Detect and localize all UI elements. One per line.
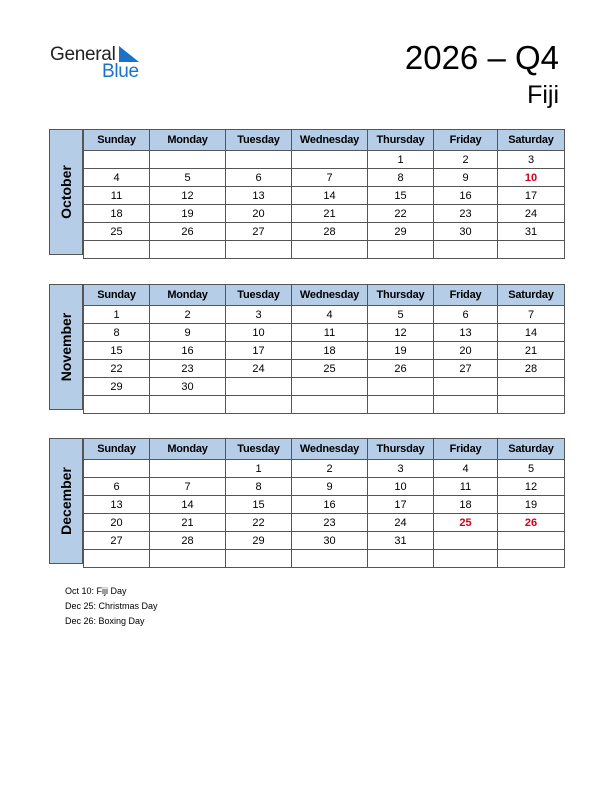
week-row: [84, 205, 565, 223]
day-cell: [434, 396, 498, 414]
day-cell: 19: [368, 342, 434, 360]
day-cell: 1: [84, 306, 150, 324]
day-cell: 20: [434, 342, 498, 360]
day-cell: 3: [368, 460, 434, 478]
day-cell: 5: [368, 306, 434, 324]
weekday-header: Saturday: [498, 439, 565, 460]
day-cell: 26: [368, 360, 434, 378]
day-cell: 11: [434, 478, 498, 496]
day-cell: 22: [368, 205, 434, 223]
week-row: [84, 151, 565, 169]
day-cell: 13: [434, 324, 498, 342]
holiday-notes: [65, 584, 158, 629]
weekday-header: Monday: [150, 130, 226, 151]
day-cell: 2: [434, 151, 498, 169]
calendar-table: [83, 284, 565, 414]
day-cell: 27: [84, 532, 150, 550]
day-cell: [498, 378, 565, 396]
day-cell: 4: [84, 169, 150, 187]
day-cell: [292, 241, 368, 259]
day-cell: 6: [226, 169, 292, 187]
day-cell: 1: [368, 151, 434, 169]
day-cell: 29: [84, 378, 150, 396]
day-cell: 4: [292, 306, 368, 324]
day-cell: [226, 550, 292, 568]
day-cell: 8: [226, 478, 292, 496]
calendar-table: [83, 438, 565, 568]
day-cell: 11: [292, 324, 368, 342]
week-row: [84, 241, 565, 259]
day-cell: 12: [368, 324, 434, 342]
weekday-header: Saturday: [498, 130, 565, 151]
month-label: [49, 284, 83, 410]
weekday-header: Thursday: [368, 285, 434, 306]
weekday-header: Sunday: [84, 130, 150, 151]
day-cell: 15: [226, 496, 292, 514]
day-cell: [292, 396, 368, 414]
month-block-october: [49, 129, 564, 255]
day-cell: 19: [150, 205, 226, 223]
day-cell: 10: [226, 324, 292, 342]
day-cell: 7: [498, 306, 565, 324]
holiday-note: Dec 26: Boxing Day: [65, 616, 145, 626]
day-cell: 12: [498, 478, 565, 496]
day-cell: 14: [150, 496, 226, 514]
day-cell: [150, 241, 226, 259]
week-row: [84, 342, 565, 360]
week-row: [84, 360, 565, 378]
day-cell: 29: [368, 223, 434, 241]
day-cell: [498, 396, 565, 414]
day-cell: 11: [84, 187, 150, 205]
day-cell: 16: [150, 342, 226, 360]
day-cell: 14: [498, 324, 565, 342]
week-row: [84, 550, 565, 568]
day-cell: 21: [150, 514, 226, 532]
day-cell: 26: [150, 223, 226, 241]
day-cell: [226, 241, 292, 259]
day-cell: 31: [368, 532, 434, 550]
weekday-header: Sunday: [84, 285, 150, 306]
day-cell: [84, 460, 150, 478]
generalblue-logo: [50, 44, 150, 84]
week-row: [84, 378, 565, 396]
day-cell: 21: [498, 342, 565, 360]
day-cell: 23: [434, 205, 498, 223]
day-cell: [292, 378, 368, 396]
weekday-header: Monday: [150, 285, 226, 306]
day-cell: 13: [226, 187, 292, 205]
week-row: [84, 223, 565, 241]
day-cell: 13: [84, 496, 150, 514]
day-cell: 18: [84, 205, 150, 223]
day-cell: [84, 550, 150, 568]
day-cell: 21: [292, 205, 368, 223]
weekday-header: Monday: [150, 439, 226, 460]
day-cell: 18: [292, 342, 368, 360]
holiday-note: Dec 25: Christmas Day: [65, 601, 158, 611]
day-cell: [368, 396, 434, 414]
day-cell: 10: [498, 169, 565, 187]
logo-general-text: General: [50, 44, 116, 65]
day-cell: 24: [368, 514, 434, 532]
day-cell: 10: [368, 478, 434, 496]
day-cell: 17: [498, 187, 565, 205]
day-cell: 28: [292, 223, 368, 241]
day-cell: 15: [84, 342, 150, 360]
day-cell: 25: [84, 223, 150, 241]
day-cell: [498, 241, 565, 259]
day-cell: 9: [434, 169, 498, 187]
day-cell: 31: [498, 223, 565, 241]
day-cell: 6: [434, 306, 498, 324]
weekday-header: Saturday: [498, 285, 565, 306]
day-cell: 12: [150, 187, 226, 205]
weekday-header: Thursday: [368, 439, 434, 460]
day-cell: [498, 550, 565, 568]
week-row: [84, 496, 565, 514]
day-cell: 25: [292, 360, 368, 378]
day-cell: 20: [226, 205, 292, 223]
weekday-header: Tuesday: [226, 439, 292, 460]
weekday-header: Wednesday: [292, 439, 368, 460]
day-cell: 1: [226, 460, 292, 478]
day-cell: [368, 241, 434, 259]
weekday-header: Friday: [434, 285, 498, 306]
week-row: [84, 169, 565, 187]
day-cell: 27: [226, 223, 292, 241]
weekday-header-row: [84, 439, 565, 460]
weekday-header-row: [84, 285, 565, 306]
day-cell: 30: [292, 532, 368, 550]
week-row: [84, 324, 565, 342]
month-block-november: [49, 284, 564, 410]
month-name: October: [58, 165, 74, 219]
day-cell: 16: [292, 496, 368, 514]
day-cell: 14: [292, 187, 368, 205]
month-block-december: [49, 438, 564, 564]
day-cell: 20: [84, 514, 150, 532]
day-cell: [150, 550, 226, 568]
weekday-header: Tuesday: [226, 130, 292, 151]
weekday-header: Sunday: [84, 439, 150, 460]
day-cell: [150, 460, 226, 478]
week-row: [84, 396, 565, 414]
month-label: [49, 438, 83, 564]
day-cell: 30: [150, 378, 226, 396]
day-cell: 22: [226, 514, 292, 532]
day-cell: 4: [434, 460, 498, 478]
week-row: [84, 187, 565, 205]
day-cell: [84, 151, 150, 169]
day-cell: [498, 532, 565, 550]
day-cell: 5: [150, 169, 226, 187]
week-row: [84, 460, 565, 478]
day-cell: 6: [84, 478, 150, 496]
day-cell: [150, 151, 226, 169]
calendar-table: [83, 129, 565, 259]
day-cell: 27: [434, 360, 498, 378]
week-row: [84, 478, 565, 496]
day-cell: [150, 396, 226, 414]
day-cell: 24: [498, 205, 565, 223]
day-cell: [368, 550, 434, 568]
weekday-header-row: [84, 130, 565, 151]
week-row: [84, 532, 565, 550]
day-cell: [226, 396, 292, 414]
country-subtitle: Fiji: [527, 81, 559, 109]
day-cell: 8: [368, 169, 434, 187]
weekday-header: Wednesday: [292, 130, 368, 151]
day-cell: 8: [84, 324, 150, 342]
day-cell: 17: [226, 342, 292, 360]
month-label: [49, 129, 83, 255]
day-cell: [368, 378, 434, 396]
day-cell: [84, 396, 150, 414]
day-cell: 30: [434, 223, 498, 241]
weekday-header: Thursday: [368, 130, 434, 151]
weekday-header: Friday: [434, 439, 498, 460]
day-cell: 23: [292, 514, 368, 532]
weekday-header: Friday: [434, 130, 498, 151]
day-cell: 7: [292, 169, 368, 187]
day-cell: 17: [368, 496, 434, 514]
day-cell: [434, 550, 498, 568]
day-cell: 16: [434, 187, 498, 205]
day-cell: 9: [292, 478, 368, 496]
day-cell: 18: [434, 496, 498, 514]
day-cell: 28: [150, 532, 226, 550]
day-cell: 2: [150, 306, 226, 324]
page-title: 2026 – Q4: [404, 39, 559, 76]
day-cell: [84, 241, 150, 259]
logo-blue-text: Blue: [102, 61, 139, 82]
day-cell: [434, 378, 498, 396]
day-cell: 19: [498, 496, 565, 514]
day-cell: 3: [498, 151, 565, 169]
day-cell: 28: [498, 360, 565, 378]
day-cell: [226, 151, 292, 169]
day-cell: 2: [292, 460, 368, 478]
day-cell: 25: [434, 514, 498, 532]
month-name: December: [58, 467, 74, 535]
day-cell: [434, 532, 498, 550]
day-cell: 3: [226, 306, 292, 324]
day-cell: [292, 550, 368, 568]
day-cell: [226, 378, 292, 396]
weekday-header: Wednesday: [292, 285, 368, 306]
month-name: November: [58, 312, 74, 382]
day-cell: 26: [498, 514, 565, 532]
week-row: [84, 306, 565, 324]
day-cell: 29: [226, 532, 292, 550]
day-cell: [434, 241, 498, 259]
day-cell: [292, 151, 368, 169]
day-cell: 5: [498, 460, 565, 478]
day-cell: 22: [84, 360, 150, 378]
day-cell: 9: [150, 324, 226, 342]
day-cell: 23: [150, 360, 226, 378]
holiday-note: Oct 10: Fiji Day: [65, 586, 127, 596]
day-cell: 7: [150, 478, 226, 496]
day-cell: 24: [226, 360, 292, 378]
weekday-header: Tuesday: [226, 285, 292, 306]
week-row: [84, 514, 565, 532]
day-cell: 15: [368, 187, 434, 205]
